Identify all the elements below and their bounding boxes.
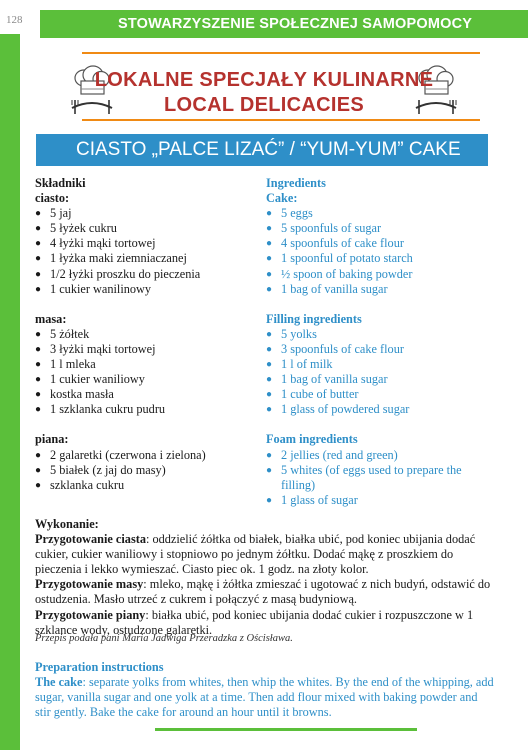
list-item: ● 1/2 łyżki proszku do pieczenia <box>35 267 260 282</box>
list-item: ● 5 eggs <box>266 206 491 221</box>
step-text: : białka ubić, pod koniec ubijania dodać cukier i rozpuszczone w 1 szklance wody, ostudzone galaretki. <box>35 607 474 637</box>
ingredient-list <box>35 327 260 418</box>
ingredient-list <box>266 206 491 297</box>
list-item: ● 5 żółtek <box>35 327 260 342</box>
ingredient-list <box>266 448 491 508</box>
header-banner: STOWARZYSZENIE SPOŁECZNEJ SAMOPOMOCY <box>40 10 528 38</box>
section-label: Foam ingredients <box>266 432 358 447</box>
list-item: ● 1 bag of vanilla sugar <box>266 372 491 387</box>
preparation-heading: Preparation instructions <box>35 660 164 674</box>
list-item: ● 1 glass of sugar <box>266 493 491 508</box>
list-item: ● 1 cube of butter <box>266 387 491 402</box>
method-step <box>35 577 495 607</box>
title-top-rule <box>82 52 480 54</box>
ingredient-list <box>35 448 260 493</box>
list-item: ● 4 spoonfuls of cake flour <box>266 236 491 251</box>
step-text: : mleko, mąkę i żółtka zmieszać i ugotować z nich budyń, odstawić do ostudzenia. Masło utrzeć z cukrem i połączyć z masą budyniową. <box>35 577 491 607</box>
list-item: ● 3 spoonfuls of cake flour <box>266 342 491 357</box>
list-item: ● 1 szklanka cukru pudru <box>35 402 260 417</box>
list-item: ● 5 łyżek cukru <box>35 221 260 236</box>
list-item: ● ½ spoon of baking powder <box>266 267 491 282</box>
step-text: : separate yolks from whites, then whip the whites. By the end of the whipping, add sugar, vanilla sugar and one yolk at a time. Then add flour mixed with baking powder and stir gently. Bake the cake for around an hour until it browns. <box>35 675 494 720</box>
list-item: ● 1 bag of vanilla sugar <box>266 282 491 297</box>
page-title-english: LOCAL DELICACIES <box>164 94 364 116</box>
list-item: ● 5 whites (of eggs used to prepare the filling) <box>266 463 491 493</box>
section-label: ciasto: <box>35 191 70 206</box>
english-ingredients <box>266 176 491 508</box>
preparation-step <box>35 675 495 720</box>
left-accent-bar <box>0 34 20 750</box>
list-item: ● 5 spoonfuls of sugar <box>266 221 491 236</box>
list-item: ● 3 łyżki mąki tortowej <box>35 342 260 357</box>
step-label: Przygotowanie ciasta <box>35 532 146 547</box>
section-label: piana: <box>35 432 69 447</box>
step-label: The cake <box>35 675 83 690</box>
list-item: ● 2 jellies (red and green) <box>266 448 491 463</box>
section-label: Cake: <box>266 191 298 206</box>
list-item: ● 1 l of milk <box>266 357 491 372</box>
preparation-section <box>35 660 495 720</box>
step-label: Przygotowanie masy <box>35 577 144 592</box>
list-item: ● 5 białek (z jaj do masy) <box>35 463 260 478</box>
ingredient-list <box>35 206 260 297</box>
page-title-polish: LOKALNE SPECJAŁY KULINARNE <box>94 69 434 91</box>
list-item: ● 1 cukier wanilinowy <box>35 282 260 297</box>
ingredients-heading: Składniki <box>35 176 86 190</box>
step-text: : oddzielić żółtka od białek, białka ubić, pod koniec ubijania dodać cukier, cukier waniliowy i stopniowo po jednym żółtku. Dodać mąkę z proszkiem do pieczenia i lekko wymieszać. Ciasto piec ok. 1 godz. na złoty kolor. <box>35 532 476 577</box>
bottom-rule <box>155 728 417 731</box>
recipe-source: Przepis podała pani Maria Jadwiga Przeradzka z Ościsława. <box>35 633 293 644</box>
ingredients-heading: Ingredients <box>266 176 326 190</box>
polish-ingredients <box>35 176 260 493</box>
list-item: ● 5 yolks <box>266 327 491 342</box>
list-item: ● 1 łyżka maki ziemniaczanej <box>35 251 260 266</box>
list-item: ● szklanka cukru <box>35 478 260 493</box>
recipe-title-banner: CIASTO „PALCE LIZAĆ” / “YUM-YUM” CAKE <box>36 134 488 166</box>
list-item: ● 1 l mleka <box>35 357 260 372</box>
method-section <box>35 517 495 638</box>
list-item: ● 2 galaretki (czerwona i zielona) <box>35 448 260 463</box>
list-item: ● 1 cukier waniliowy <box>35 372 260 387</box>
method-heading: Wykonanie: <box>35 517 99 531</box>
ingredient-list <box>266 327 491 418</box>
section-label: masa: <box>35 311 67 326</box>
list-item: ● 1 glass of powdered sugar <box>266 402 491 417</box>
method-step <box>35 532 495 577</box>
list-item: ● kostka masła <box>35 387 260 402</box>
page-number: 128 <box>6 14 23 26</box>
list-item: ● 5 jaj <box>35 206 260 221</box>
section-label: Filling ingredients <box>266 311 362 326</box>
title-bottom-rule <box>82 119 480 121</box>
list-item: ● 4 łyżki mąki tortowej <box>35 236 260 251</box>
step-label: Przygotowanie piany <box>35 607 146 622</box>
list-item: ● 1 spoonful of potato starch <box>266 251 491 266</box>
